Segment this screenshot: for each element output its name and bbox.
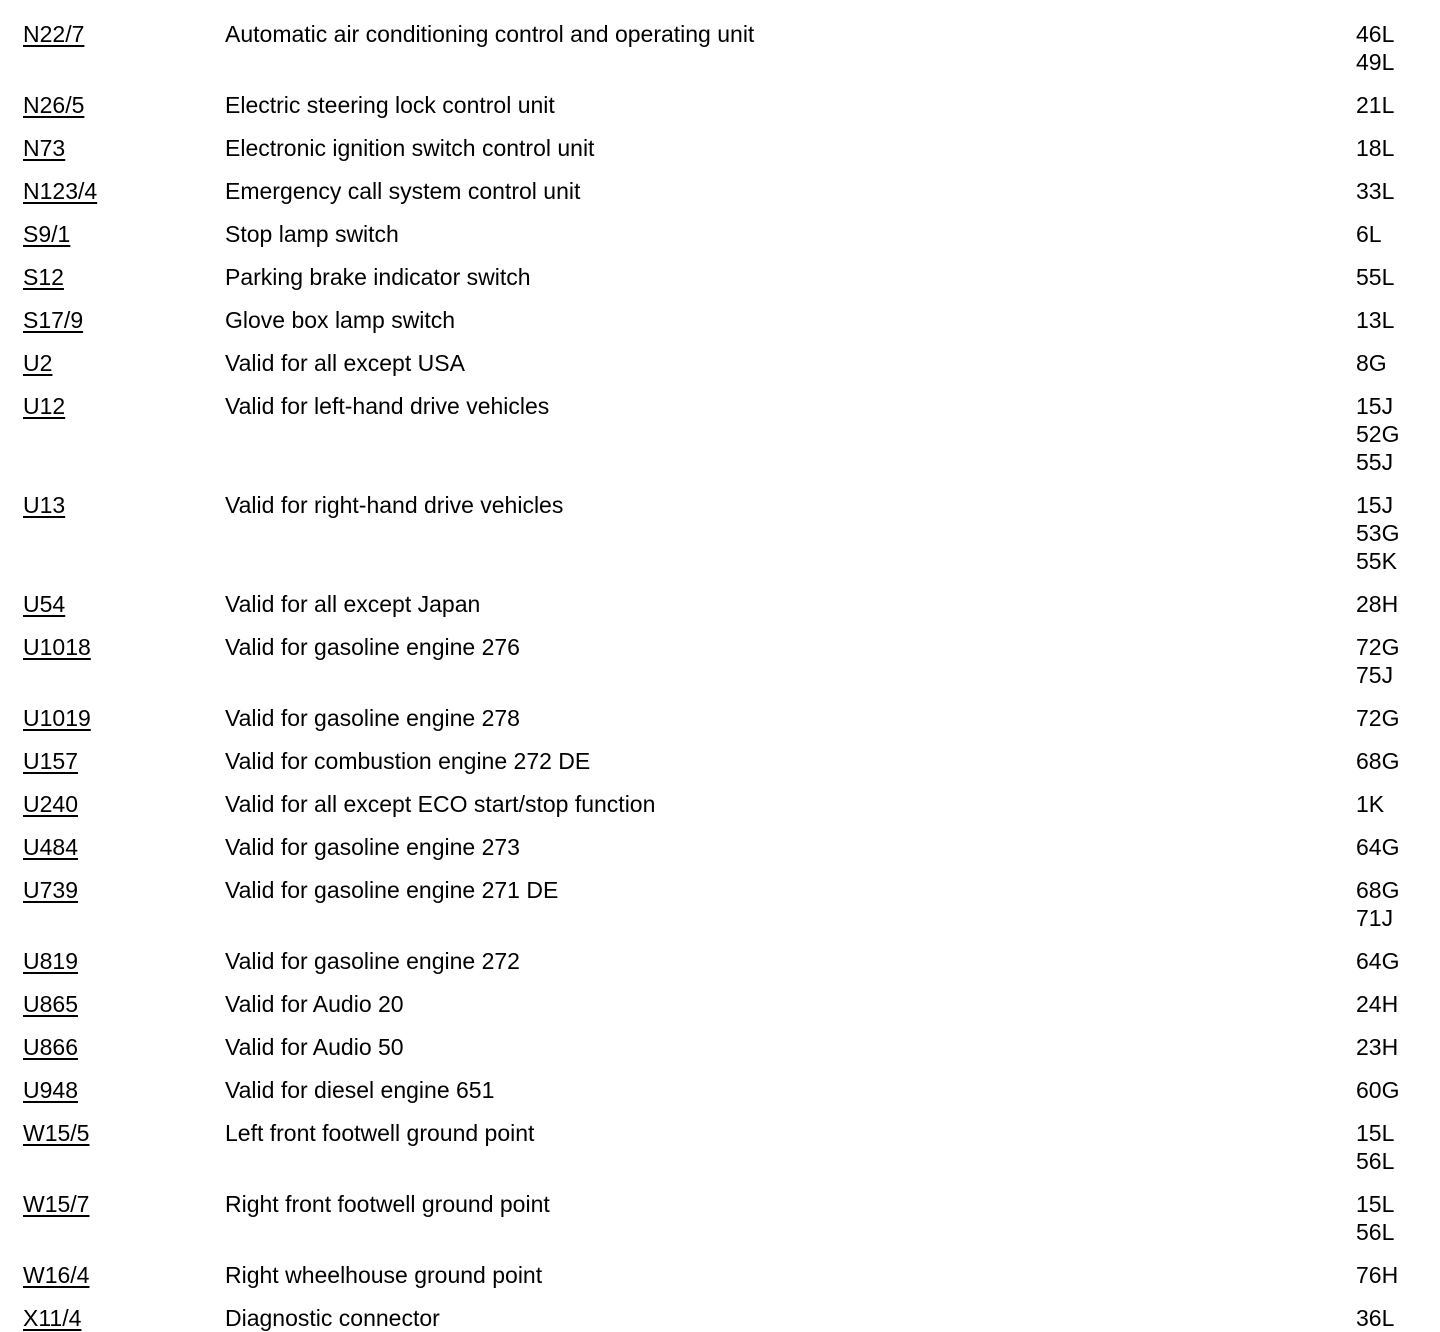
- component-description: Valid for all except ECO start/stop function: [225, 791, 656, 817]
- grid-references: [1356, 177, 1394, 205]
- component-code-link[interactable]: W15/7: [23, 1191, 90, 1217]
- component-description: Right wheelhouse ground point: [225, 1262, 543, 1288]
- grid-references: [1356, 790, 1384, 818]
- grid-reference: 71J: [1356, 905, 1394, 931]
- component-description: Valid for diesel engine 651: [225, 1077, 495, 1103]
- grid-references: [1356, 1304, 1394, 1332]
- grid-references: [1356, 876, 1399, 932]
- component-code-link[interactable]: S9/1: [23, 221, 71, 247]
- grid-reference: 21L: [1356, 92, 1395, 118]
- component-description: Glove box lamp switch: [225, 307, 456, 333]
- grid-reference: 53G: [1356, 520, 1400, 546]
- component-description: Valid for left-hand drive vehicles: [225, 393, 550, 419]
- component-description: Valid for right-hand drive vehicles: [225, 492, 564, 518]
- grid-reference: 15J: [1356, 492, 1394, 518]
- component-code-link[interactable]: U865: [23, 991, 78, 1017]
- component-description: Left front footwell ground point: [225, 1120, 535, 1146]
- grid-reference: 64G: [1356, 948, 1400, 974]
- component-code-link[interactable]: U240: [23, 791, 78, 817]
- component-description: Emergency call system control unit: [225, 178, 581, 204]
- component-code-link[interactable]: S12: [23, 264, 64, 290]
- component-description: Electric steering lock control unit: [225, 92, 555, 118]
- grid-references: [1356, 947, 1399, 975]
- component-code-link[interactable]: U54: [23, 591, 66, 617]
- grid-references: [1356, 1033, 1398, 1061]
- component-description: Valid for Audio 50: [225, 1034, 404, 1060]
- component-code-link[interactable]: U866: [23, 1034, 78, 1060]
- component-code-link[interactable]: U819: [23, 948, 78, 974]
- grid-reference: 52G: [1356, 421, 1400, 447]
- component-description: Valid for combustion engine 272 DE: [225, 748, 591, 774]
- component-description: Stop lamp switch: [225, 221, 399, 247]
- component-description: Parking brake indicator switch: [225, 264, 531, 290]
- component-code-link[interactable]: N22/7: [23, 21, 85, 47]
- grid-references: [1356, 590, 1398, 618]
- grid-reference: 72G: [1356, 705, 1400, 731]
- grid-reference: 8G: [1356, 350, 1387, 376]
- grid-reference: 1K: [1356, 791, 1385, 817]
- grid-reference: 68G: [1356, 877, 1400, 903]
- component-code-link[interactable]: U13: [23, 492, 66, 518]
- component-description: Valid for all except USA: [225, 350, 465, 376]
- grid-reference: 72G: [1356, 634, 1400, 660]
- grid-reference: 23H: [1356, 1034, 1399, 1060]
- grid-references: [1356, 1076, 1399, 1104]
- component-description: Automatic air conditioning control and operating unit: [225, 21, 755, 47]
- grid-reference: 60G: [1356, 1077, 1400, 1103]
- grid-references: [1356, 392, 1399, 476]
- component-description: Valid for gasoline engine 273: [225, 834, 520, 860]
- grid-reference: 28H: [1356, 591, 1399, 617]
- grid-references: [1356, 263, 1394, 291]
- grid-references: [1356, 1261, 1398, 1289]
- grid-reference: 15L: [1356, 1191, 1395, 1217]
- component-description: Valid for gasoline engine 272: [225, 948, 520, 974]
- grid-references: [1356, 220, 1382, 248]
- grid-reference: 56L: [1356, 1148, 1395, 1174]
- component-code-link[interactable]: X11/4: [23, 1305, 82, 1331]
- component-description: Diagnostic connector: [225, 1305, 440, 1331]
- grid-reference: 46L: [1356, 21, 1395, 47]
- component-code-link[interactable]: N26/5: [23, 92, 85, 118]
- grid-reference: 15J: [1356, 393, 1394, 419]
- grid-reference: 49L: [1356, 49, 1395, 75]
- grid-reference: 76H: [1356, 1262, 1399, 1288]
- grid-references: [1356, 306, 1394, 334]
- component-code-link[interactable]: S17/9: [23, 307, 84, 333]
- grid-reference: 36L: [1356, 1305, 1395, 1331]
- component-code-link[interactable]: N73: [23, 135, 66, 161]
- component-description: Valid for gasoline engine 278: [225, 705, 520, 731]
- component-code-link[interactable]: U484: [23, 834, 78, 860]
- grid-references: [1356, 134, 1394, 162]
- grid-reference: 15L: [1356, 1120, 1395, 1146]
- component-code-link[interactable]: U12: [23, 393, 66, 419]
- grid-reference: 6L: [1356, 221, 1382, 247]
- grid-references: [1356, 704, 1399, 732]
- component-code-link[interactable]: U2: [23, 350, 53, 376]
- component-code-link[interactable]: U157: [23, 748, 78, 774]
- grid-reference: 75J: [1356, 662, 1394, 688]
- component-code-link[interactable]: N123/4: [23, 178, 98, 204]
- grid-reference: 33L: [1356, 178, 1395, 204]
- component-description: Electronic ignition switch control unit: [225, 135, 595, 161]
- component-description: Valid for gasoline engine 276: [225, 634, 520, 660]
- component-code-link[interactable]: W15/5: [23, 1120, 90, 1146]
- grid-reference: 55J: [1356, 449, 1394, 475]
- component-code-link[interactable]: U948: [23, 1077, 78, 1103]
- component-description: Valid for gasoline engine 271 DE: [225, 877, 559, 903]
- component-description: Valid for Audio 20: [225, 991, 404, 1017]
- grid-references: [1356, 633, 1399, 689]
- grid-reference: 68G: [1356, 748, 1400, 774]
- grid-reference: 64G: [1356, 834, 1400, 860]
- component-code-link[interactable]: W16/4: [23, 1262, 90, 1288]
- component-code-link[interactable]: U1018: [23, 634, 91, 660]
- grid-references: [1356, 349, 1387, 377]
- grid-reference: 55L: [1356, 264, 1395, 290]
- grid-references: [1356, 833, 1399, 861]
- grid-reference: 18L: [1356, 135, 1395, 161]
- grid-references: [1356, 1190, 1394, 1246]
- grid-reference: 13L: [1356, 307, 1395, 333]
- component-description: Valid for all except Japan: [225, 591, 481, 617]
- grid-references: [1356, 20, 1394, 76]
- grid-reference: 24H: [1356, 991, 1399, 1017]
- grid-references: [1356, 990, 1398, 1018]
- grid-references: [1356, 91, 1394, 119]
- grid-references: [1356, 747, 1399, 775]
- component-code-link[interactable]: U1019: [23, 705, 91, 731]
- grid-reference: 55K: [1356, 548, 1397, 574]
- grid-reference: 56L: [1356, 1219, 1395, 1245]
- component-description: Right front footwell ground point: [225, 1191, 550, 1217]
- grid-references: [1356, 1119, 1394, 1175]
- component-code-link[interactable]: U739: [23, 877, 78, 903]
- grid-references: [1356, 491, 1399, 575]
